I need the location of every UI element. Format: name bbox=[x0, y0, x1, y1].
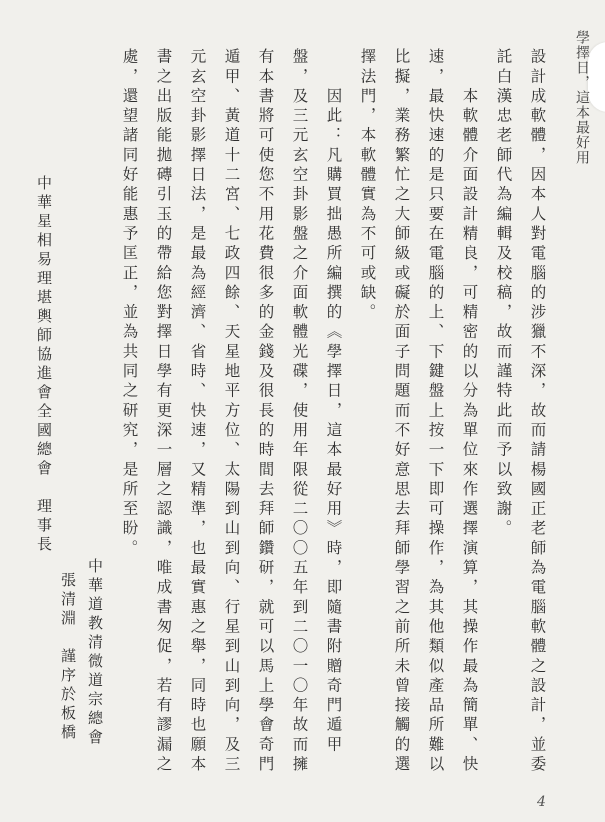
text-column: 本軟體介面設計精良，可精密的以分為單位來作選擇演算，其操作最為簡單、快 bbox=[460, 48, 479, 776]
text-column: 遁甲、黃道十二宮、七政四餘、天星地平方位、太陽到山到向、行星到山到向，及三 bbox=[222, 48, 241, 776]
text-column: 速，最快速的是只要在電腦的上、下鍵盤上按一下即可操作，為其他類似產品所難以 bbox=[426, 48, 445, 776]
signature-author: 張清淵 謹序於板橋 bbox=[59, 572, 77, 743]
text-column: 書之出版能拋磚引玉的帶給您對擇日學有更深一層之認識，唯成書匆促，若有謬漏之 bbox=[154, 48, 173, 776]
text-column: 處，還望諸同好能惠予匡正，並為共同之研究，是所至盼。 bbox=[120, 48, 139, 559]
text-column: 因此：凡購買拙愚所編撰的《學擇日，這本最好用》時，即隨書附贈奇門遁甲 bbox=[324, 48, 343, 756]
text-column: 設計成軟體，因本人對電腦的涉獵不深，故而請楊國正老師為電腦軟體之設計，並委 bbox=[528, 48, 547, 776]
signature-association: 中華星相易理堪輿師協進會全國總會 理事長 bbox=[35, 175, 53, 555]
text-column: 元玄空卦影擇日法，是最為經濟、省時、快速，又精準，也最實惠之舉，同時也願本 bbox=[188, 48, 207, 776]
signature-organization: 中華道教清微道宗總會 bbox=[86, 558, 104, 748]
text-column: 盤，及三元玄空卦影盤之介面軟體光碟，使用年限從二〇〇五年到二〇一〇年故而擁 bbox=[290, 48, 309, 776]
text-column: 擇法門，本軟體實為不可或缺。 bbox=[358, 48, 377, 324]
text-column: 比擬，業務繁忙之大師級或礙於面子問題而不好意思去拜師學習之前所未曾接觸的選 bbox=[392, 48, 411, 776]
text-column: 有本書將可使您不用花費很多的金錢及很長的時間去拜師鑽研，就可以馬上學會奇門 bbox=[256, 48, 275, 776]
page-number: 4 bbox=[537, 794, 546, 810]
text-column: 託白漢忠老師代為編輯及校稿，故而謹特此而予以致謝。 bbox=[494, 48, 513, 540]
running-header: 學擇日，這本最好用 bbox=[574, 30, 590, 165]
